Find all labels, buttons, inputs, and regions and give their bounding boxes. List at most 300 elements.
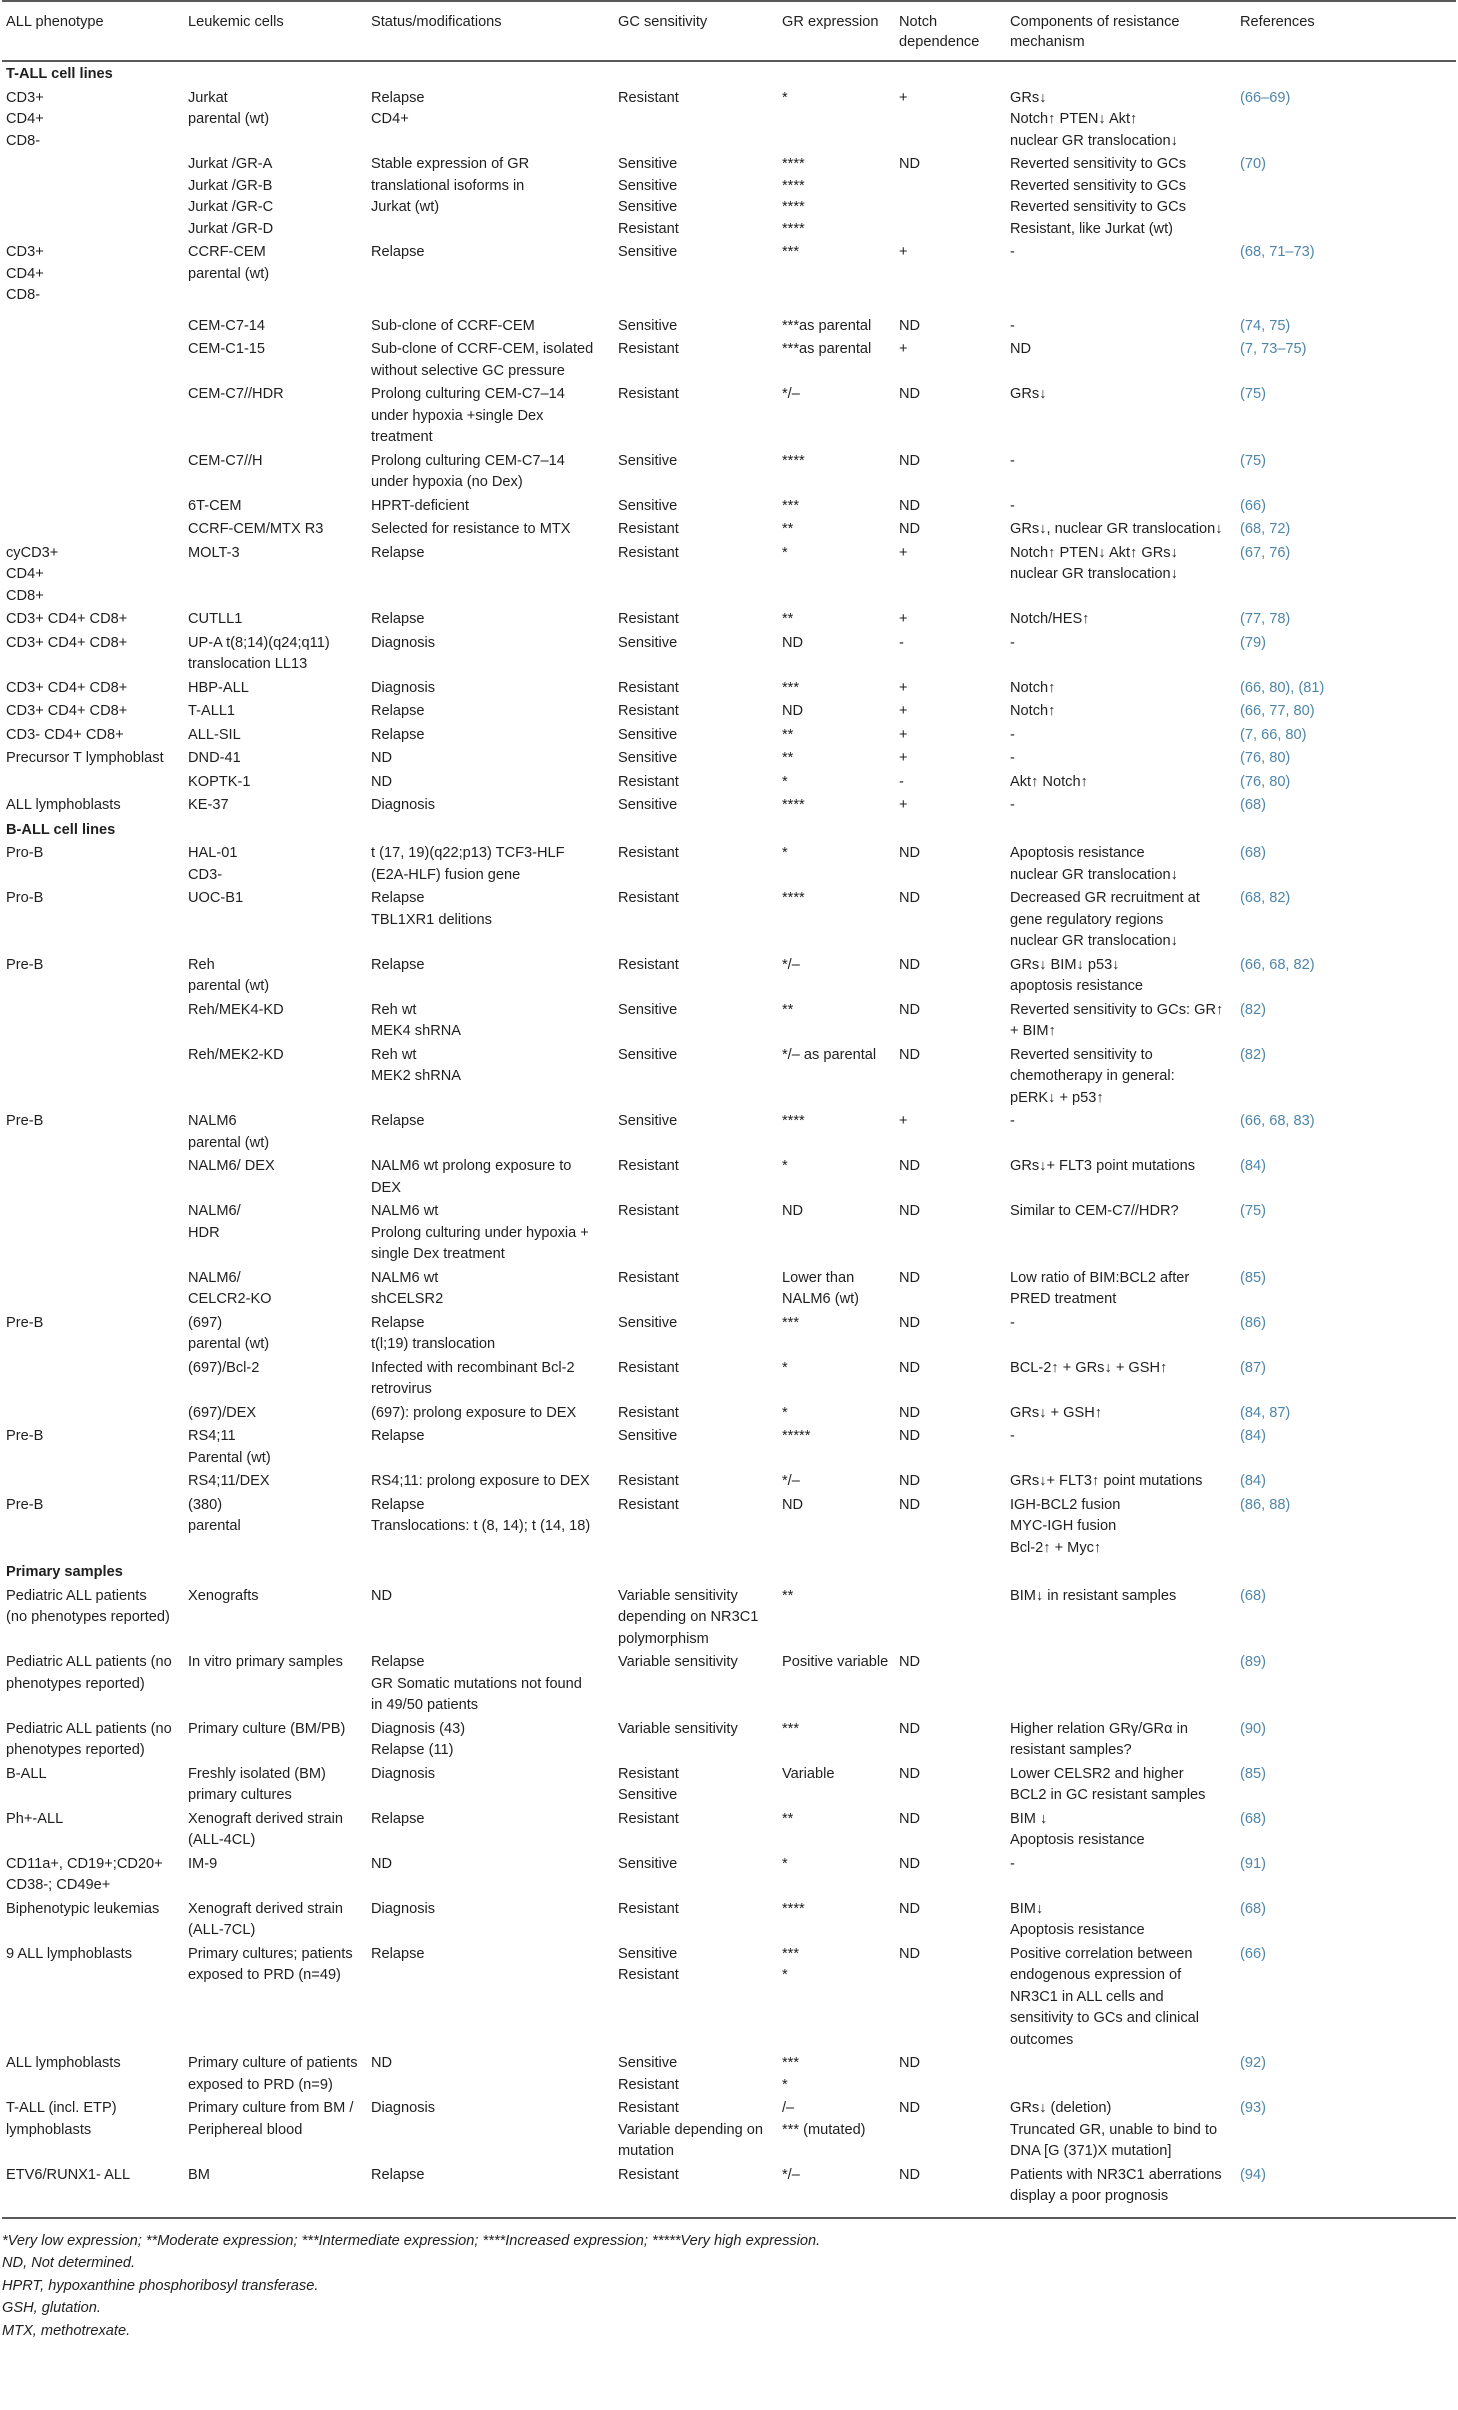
table-row (2, 1110, 1456, 1155)
cell-notch-dependence: + (899, 611, 908, 627)
cell-gr-expression: */– (782, 956, 800, 973)
cell-status: Sub-clone of CCRF-CEM, isolated without selective GC pressure (371, 341, 594, 379)
cell-resistance-mechanism: - (1010, 1855, 1015, 1872)
table-row (2, 632, 1456, 677)
cell-gr-expression: *** (782, 1720, 800, 1737)
cell-gc-sensitivity: Resistant (618, 1269, 679, 1286)
cell-gr-expression: */– (782, 386, 800, 402)
cell-resistance-mechanism: Reverted sensitivity to chemotherapy in general: pERK↓ + p53↑ (1010, 1046, 1175, 1106)
table-row (2, 542, 1456, 609)
cell-resistance-mechanism: GRs↓ (deletion) Truncated GR, unable to bind to DNA [G (371)X mutation] (1010, 2100, 1218, 2159)
cell-notch-dependence: ND (899, 1359, 921, 1376)
cell-resistance-mechanism: - (1010, 1428, 1015, 1444)
cell-notch-dependence: ND (899, 1203, 921, 1219)
column-header: Components of resistance mechanism (1006, 1, 1236, 61)
table-row (2, 2164, 1456, 2209)
table-row (2, 87, 1456, 154)
column-header: GC sensitivity (614, 1, 778, 61)
cell-gr-expression: /– *** (mutated) (782, 2100, 866, 2138)
cell-phenotype (2, 1155, 184, 1200)
cell-resistance-mechanism: - (1010, 1314, 1015, 1331)
cell-gr-expression: * (782, 1855, 788, 1872)
cell-resistance-mechanism: GRs↓ (1010, 386, 1047, 402)
cell-gr-expression: ***as parental (782, 317, 872, 334)
cell-gc-sensitivity: Resistant Sensitive (618, 1765, 679, 1803)
cell-notch-dependence: ND (899, 2100, 921, 2116)
cell-status: Diagnosis (43) Relapse (11) (371, 1720, 466, 1758)
cell-phenotype: CD3+ CD4+ CD8+ (6, 611, 128, 627)
table-row (2, 1808, 1456, 1853)
section-row (2, 1560, 1456, 1585)
cell-references: (79) (1240, 634, 1266, 651)
cell-status: Sub-clone of CCRF-CEM (371, 317, 535, 334)
cell-phenotype (2, 999, 184, 1044)
cell-gr-expression: ** (782, 521, 794, 537)
cell-status: Relapse (371, 2166, 425, 2183)
cell-gr-expression: ND (782, 703, 804, 719)
cell-notch-dependence: ND (899, 1314, 921, 1331)
cell-resistance-mechanism: Akt↑ Notch↑ (1010, 773, 1088, 790)
cell-notch-dependence: ND (899, 1855, 921, 1872)
cell-gr-expression: *** (782, 497, 800, 514)
cell-leukemic-cells: CEM-C7//HDR (188, 386, 284, 402)
cell-resistance-mechanism: - (1010, 1113, 1015, 1129)
cell-gc-sensitivity: Resistant (618, 956, 679, 973)
cell-status: NALM6 wt prolong exposure to DEX (371, 1158, 572, 1196)
cell-leukemic-cells: (697)/Bcl-2 (188, 1359, 260, 1376)
cell-phenotype: Pre-B (6, 1113, 44, 1129)
resistance-table (2, 0, 1456, 2209)
cell-resistance-mechanism: Decreased GR recruitment at gene regulatory regions nuclear GR translocation↓ (1010, 890, 1200, 949)
cell-leukemic-cells: Primary culture of patients exposed to PRD (n=9) (188, 2055, 358, 2093)
cell-resistance-mechanism (1006, 2052, 1236, 2097)
cell-leukemic-cells: NALM6/ CELCR2-KO (188, 1269, 272, 1307)
cell-resistance-mechanism: - (1010, 244, 1015, 260)
cell-leukemic-cells: UOC-B1 (188, 890, 244, 906)
cell-resistance-mechanism: - (1010, 317, 1015, 334)
cell-gc-sensitivity: Resistant (618, 773, 679, 790)
cell-gc-sensitivity: Sensitive (618, 1113, 678, 1129)
cell-resistance-mechanism: GRs↓+ FLT3 point mutations (1010, 1158, 1196, 1174)
cell-references: (87) (1240, 1359, 1266, 1376)
cell-references: (85) (1240, 1269, 1266, 1286)
cell-phenotype (2, 771, 184, 795)
cell-resistance-mechanism: - (1010, 750, 1015, 766)
cell-leukemic-cells: KE-37 (188, 797, 229, 813)
cell-references: (66) (1240, 497, 1266, 514)
cell-references: (82) (1240, 1046, 1266, 1063)
cell-gr-expression: ** (782, 750, 794, 766)
cell-phenotype (2, 1044, 184, 1111)
cell-gc-sensitivity: Sensitive (618, 1046, 678, 1063)
cell-leukemic-cells: CCRF-CEM/MTX R3 (188, 521, 324, 537)
cell-references: (91) (1240, 1855, 1266, 1872)
table-row (2, 2052, 1456, 2097)
cell-phenotype: Pediatric ALL patients (no phenotypes reported) (6, 1587, 170, 1625)
section-row (2, 818, 1456, 843)
cell-leukemic-cells: Jurkat parental (wt) (188, 89, 270, 127)
cell-notch-dependence: ND (899, 317, 921, 334)
cell-phenotype: Precursor T lymphoblast (6, 750, 164, 766)
cell-status: ND (371, 750, 393, 766)
cell-notch-dependence: + (899, 1113, 908, 1129)
cell-resistance-mechanism: Notch↑ (1010, 679, 1056, 696)
cell-resistance-mechanism: - (1010, 497, 1015, 514)
cell-phenotype: CD3- CD4+ CD8+ (6, 726, 124, 743)
table-row (2, 999, 1456, 1044)
cell-resistance-mechanism: GRs↓ Notch↑ PTEN↓ Akt↑ nuclear GR translocation↓ (1010, 89, 1178, 149)
cell-leukemic-cells: MOLT-3 (188, 544, 240, 561)
cell-notch-dependence: + (899, 797, 908, 813)
cell-gr-expression: *** * (782, 1945, 800, 1983)
cell-references: (68, 82) (1240, 890, 1291, 906)
table-row (2, 1312, 1456, 1357)
cell-resistance-mechanism: Low ratio of BIM:BCL2 after PRED treatment (1010, 1269, 1190, 1307)
column-header: GR expression (778, 1, 895, 61)
cell-notch-dependence: ND (899, 1158, 921, 1174)
cell-gc-sensitivity: Sensitive (618, 634, 678, 651)
cell-status: Prolong culturing CEM-C7–14 under hypoxia +single Dex treatment (371, 386, 565, 445)
cell-gr-expression: Variable (782, 1765, 835, 1782)
cell-gr-expression: ***** (782, 1428, 811, 1444)
cell-status: RS4;11: prolong exposure to DEX (371, 1473, 590, 1489)
table-row (2, 495, 1456, 519)
cell-phenotype (2, 153, 184, 241)
cell-resistance-mechanism: Notch/HES↑ (1010, 611, 1090, 627)
cell-gc-sensitivity: Resistant (618, 1203, 679, 1219)
cell-status: Relapse (371, 1428, 425, 1444)
cell-phenotype (2, 1267, 184, 1312)
cell-leukemic-cells: Jurkat /GR-A Jurkat /GR-B Jurkat /GR-C Jurkat /GR-D (188, 156, 274, 237)
cell-leukemic-cells: ALL-SIL (188, 726, 241, 743)
cell-notch-dependence: + (899, 750, 908, 766)
cell-gc-sensitivity: Sensitive (618, 1314, 678, 1331)
cell-notch-dependence: ND (899, 2166, 921, 2183)
cell-gc-sensitivity: Sensitive (618, 726, 678, 743)
cell-gr-expression: */– as parental (782, 1046, 877, 1063)
cell-references: (66, 68, 83) (1240, 1113, 1315, 1129)
cell-gr-expression: * (782, 1158, 788, 1174)
cell-phenotype: Pediatric ALL patients (no phenotypes reported) (6, 1720, 172, 1758)
cell-phenotype (2, 308, 184, 339)
table-row (2, 1200, 1456, 1267)
table-footnotes (2, 2217, 1456, 2342)
table-row (2, 887, 1456, 954)
cell-resistance-mechanism (1006, 1651, 1236, 1718)
cell-gc-sensitivity: Sensitive Resistant (618, 1945, 679, 1983)
cell-status: Relapse (371, 544, 425, 561)
cell-status: Reh wt MEK2 shRNA (371, 1046, 462, 1084)
table-row (2, 241, 1456, 308)
cell-gc-sensitivity: Resistant (618, 1473, 679, 1489)
cell-leukemic-cells: Primary cultures; patients exposed to PRD (n=49) (188, 1945, 353, 1983)
cell-status: Prolong culturing CEM-C7–14 under hypoxia (no Dex) (371, 452, 565, 490)
cell-status: Relapse (371, 703, 425, 719)
cell-leukemic-cells: CUTLL1 (188, 611, 243, 627)
table-row (2, 338, 1456, 383)
cell-resistance-mechanism: IGH-BCL2 fusion MYC-IGH fusion Bcl-2↑ + Myc↑ (1010, 1496, 1121, 1556)
cell-resistance-mechanism: - (1010, 726, 1015, 743)
cell-phenotype (2, 1402, 184, 1426)
cell-status: Diagnosis (371, 797, 436, 813)
cell-references: (93) (1240, 2100, 1266, 2116)
cell-notch-dependence: ND (899, 1404, 921, 1421)
cell-status: HPRT-deficient (371, 497, 469, 514)
column-header: ALL phenotype (2, 1, 184, 61)
cell-references: (68) (1240, 1587, 1266, 1604)
cell-references: (68) (1240, 797, 1266, 813)
table-row (2, 1357, 1456, 1402)
cell-leukemic-cells: HAL-01 CD3- (188, 845, 238, 883)
cell-leukemic-cells: (380) parental (188, 1496, 241, 1534)
cell-gc-sensitivity: Variable sensitivity (618, 1654, 738, 1670)
table-row (2, 1718, 1456, 1763)
cell-status: Relapse CD4+ (371, 89, 425, 127)
cell-phenotype: CD3+ CD4+ CD8- (6, 89, 44, 149)
cell-leukemic-cells: CCRF-CEM parental (wt) (188, 244, 270, 282)
cell-notch-dependence: ND (899, 1001, 921, 1018)
cell-gr-expression: ** (782, 1810, 794, 1827)
cell-references: (7, 73–75) (1240, 341, 1307, 357)
cell-phenotype (2, 383, 184, 450)
cell-gr-expression: *** (782, 244, 800, 260)
cell-gc-sensitivity: Resistant (618, 611, 679, 627)
cell-phenotype: Ph+-ALL (6, 1810, 64, 1827)
cell-references: (84) (1240, 1428, 1266, 1444)
cell-status: Diagnosis (371, 679, 436, 696)
cell-phenotype: Pre-B (6, 1314, 44, 1331)
cell-gr-expression: */– (782, 2166, 800, 2183)
table-row (2, 747, 1456, 771)
cell-leukemic-cells: Primary culture (BM/PB) (188, 1720, 346, 1737)
cell-gc-sensitivity: Sensitive Sensitive Sensitive Resistant (618, 156, 679, 237)
cell-references: (76, 80) (1240, 750, 1291, 766)
cell-leukemic-cells: CEM-C1-15 (188, 341, 266, 357)
cell-gc-sensitivity: Variable sensitivity (618, 1720, 738, 1737)
table-row (2, 1267, 1456, 1312)
cell-status: Relapse (371, 726, 425, 743)
cell-leukemic-cells: Reh/MEK2-KD (188, 1046, 284, 1063)
cell-gc-sensitivity: Sensitive (618, 750, 678, 766)
cell-gc-sensitivity: Resistant (618, 890, 679, 906)
cell-resistance-mechanism: BIM ↓ Apoptosis resistance (1010, 1810, 1145, 1848)
cell-resistance-mechanism: - (1010, 452, 1015, 469)
table-body (2, 61, 1456, 2209)
cell-gc-sensitivity: Resistant (618, 1496, 679, 1513)
cell-phenotype: 9 ALL lymphoblasts (6, 1945, 133, 1962)
cell-gc-sensitivity: Sensitive (618, 1855, 678, 1872)
cell-gr-expression: ** (782, 611, 794, 627)
cell-references: (7, 66, 80) (1240, 726, 1307, 743)
cell-resistance-mechanism: BIM↓ in resistant samples (1010, 1587, 1177, 1604)
table-row (2, 2097, 1456, 2164)
footnote: *Very low expression; **Moderate expression; ***Intermediate expression; ****Increased expression; *****Very high expression. (2, 2232, 821, 2249)
cell-notch-dependence: - (899, 773, 904, 790)
cell-references: (66) (1240, 1945, 1266, 1962)
cell-gr-expression: **** (782, 890, 805, 906)
table-page (2, 0, 1456, 2343)
cell-leukemic-cells: Reh/MEK4-KD (188, 1001, 284, 1018)
cell-resistance-mechanism: - (1010, 634, 1015, 651)
cell-phenotype: Pediatric ALL patients (no phenotypes reported) (6, 1654, 172, 1692)
cell-gc-sensitivity: Sensitive (618, 244, 678, 260)
cell-gr-expression: **** (782, 452, 805, 469)
cell-gr-expression: ***as parental (782, 341, 872, 357)
footnote: HPRT, hypoxanthine phosphoribosyl transferase. (2, 2277, 319, 2294)
cell-references: (84, 87) (1240, 1404, 1291, 1421)
cell-resistance-mechanism: Positive correlation between endogenous expression of NR3C1 in ALL cells and sensitivity to GCs and clinical outcomes (1010, 1945, 1199, 2048)
cell-notch-dependence: ND (899, 1720, 921, 1737)
section-row (2, 61, 1456, 87)
cell-references: (68, 72) (1240, 521, 1291, 537)
column-header: Leukemic cells (184, 1, 367, 61)
table-row (2, 842, 1456, 887)
table-row (2, 383, 1456, 450)
cell-resistance-mechanism: GRs↓, nuclear GR translocation↓ (1010, 521, 1223, 537)
cell-notch-dependence: + (899, 544, 908, 561)
cell-gc-sensitivity: Resistant (618, 1158, 679, 1174)
cell-phenotype (2, 1470, 184, 1494)
table-row (2, 1044, 1456, 1111)
cell-phenotype (2, 495, 184, 519)
cell-phenotype: T-ALL (incl. ETP) lymphoblasts (6, 2100, 117, 2138)
cell-gr-expression: ** (782, 1587, 794, 1604)
cell-status: NALM6 wt Prolong culturing under hypoxia + single Dex treatment (371, 1203, 589, 1262)
cell-gr-expression: * (782, 89, 788, 106)
cell-status: Relapse (371, 1945, 425, 1962)
cell-references: (68) (1240, 845, 1266, 861)
cell-resistance-mechanism: Higher relation GRγ/GRα in resistant samples? (1010, 1720, 1188, 1758)
table-row (2, 1853, 1456, 1898)
cell-leukemic-cells: Reh parental (wt) (188, 956, 270, 994)
cell-resistance-mechanism: - (1010, 797, 1015, 813)
cell-references: (66, 80), (81) (1240, 679, 1325, 696)
cell-gr-expression: ND (782, 634, 804, 651)
cell-leukemic-cells: 6T-CEM (188, 497, 242, 514)
cell-leukemic-cells: Xenograft derived strain (ALL-7CL) (188, 1900, 343, 1938)
table-row (2, 700, 1456, 724)
table-row (2, 1425, 1456, 1470)
cell-notch-dependence: ND (899, 1810, 921, 1827)
footnote: MTX, methotrexate. (2, 2322, 131, 2339)
cell-gr-expression: **** (782, 1900, 805, 1917)
cell-references: (68) (1240, 1900, 1266, 1917)
cell-status: Relapse (371, 1113, 425, 1129)
cell-status: ND (371, 2055, 393, 2071)
cell-status: Relapse (371, 1810, 425, 1827)
table-row (2, 724, 1456, 748)
cell-status: Diagnosis (371, 1900, 436, 1917)
header-row (2, 1, 1456, 61)
cell-references: (85) (1240, 1765, 1266, 1782)
cell-resistance-mechanism: Lower CELSR2 and higher BCL2 in GC resistant samples (1010, 1765, 1206, 1803)
cell-notch-dependence: ND (899, 890, 921, 906)
table-row (2, 608, 1456, 632)
cell-gc-sensitivity: Sensitive (618, 317, 678, 334)
cell-phenotype: ETV6/RUNX1- ALL (6, 2166, 131, 2183)
cell-leukemic-cells: UP-A t(8;14)(q24;q11) translocation LL13 (188, 634, 330, 672)
cell-notch-dependence: ND (899, 2055, 921, 2071)
cell-phenotype: Pre-B (6, 1496, 44, 1513)
cell-leukemic-cells: IM-9 (188, 1855, 218, 1872)
table-row (2, 1155, 1456, 1200)
cell-phenotype (2, 518, 184, 542)
cell-phenotype: Biphenotypic leukemias (6, 1900, 160, 1917)
cell-gc-sensitivity: Sensitive Resistant (618, 2055, 679, 2093)
table-row (2, 308, 1456, 339)
cell-resistance-mechanism: Reverted sensitivity to GCs: GR↑ + BIM↑ (1010, 1001, 1224, 1039)
cell-leukemic-cells: RS4;11 Parental (wt) (188, 1428, 271, 1466)
cell-phenotype: cyCD3+ CD4+ CD8+ (6, 544, 59, 604)
cell-gc-sensitivity: Sensitive (618, 797, 678, 813)
cell-phenotype: Pre-B (6, 956, 44, 973)
cell-resistance-mechanism: Apoptosis resistance nuclear GR translocation↓ (1010, 845, 1178, 883)
cell-notch-dependence: ND (899, 497, 921, 514)
cell-gc-sensitivity: Resistant (618, 1810, 679, 1827)
cell-gc-sensitivity: Resistant (618, 521, 679, 537)
cell-resistance-mechanism: BCL-2↑ + GRs↓ + GSH↑ (1010, 1359, 1168, 1376)
cell-gc-sensitivity: Sensitive (618, 452, 678, 469)
cell-notch-dependence: ND (899, 1654, 921, 1670)
cell-gr-expression: *** (782, 679, 800, 696)
cell-status: Relapse GR Somatic mutations not found in 49/50 patients (371, 1654, 582, 1713)
cell-leukemic-cells: Freshly isolated (BM) primary cultures (188, 1765, 326, 1803)
cell-references: (86) (1240, 1314, 1266, 1331)
cell-notch-dependence: + (899, 679, 908, 696)
cell-phenotype (2, 1357, 184, 1402)
cell-gr-expression: *** * (782, 2055, 800, 2093)
cell-leukemic-cells: In vitro primary samples (188, 1654, 343, 1670)
cell-notch-dependence: ND (899, 1900, 921, 1917)
cell-status: Relapse Translocations: t (8, 14); t (14, 18) (371, 1496, 591, 1534)
cell-phenotype: ALL lymphoblasts (6, 797, 121, 813)
cell-notch-dependence: + (899, 341, 908, 357)
cell-status: Relapse (371, 956, 425, 973)
cell-leukemic-cells: RS4;11/DEX (188, 1473, 270, 1489)
table-row (2, 1763, 1456, 1808)
cell-phenotype: Pro-B (6, 890, 44, 906)
cell-status: t (17, 19)(q22;p13) TCF3-HLF (E2A-HLF) fusion gene (371, 845, 565, 883)
cell-notch-dependence: ND (899, 1269, 921, 1286)
cell-gr-expression: **** **** **** **** (782, 156, 805, 237)
cell-notch-dependence: ND (899, 1496, 921, 1513)
cell-references: (66, 77, 80) (1240, 703, 1315, 719)
cell-gr-expression: Lower than NALM6 (wt) (782, 1269, 860, 1307)
cell-references: (86, 88) (1240, 1496, 1291, 1513)
cell-status: Selected for resistance to MTX (371, 521, 571, 537)
cell-references: (68, 71–73) (1240, 244, 1315, 260)
cell-gr-expression: * (782, 544, 788, 561)
cell-gc-sensitivity: Resistant (618, 703, 679, 719)
cell-leukemic-cells: NALM6/ HDR (188, 1203, 241, 1241)
cell-status: Relapse (371, 611, 425, 627)
table-row (2, 153, 1456, 241)
cell-resistance-mechanism: Notch↑ PTEN↓ Akt↑ GRs↓ nuclear GR translocation↓ (1010, 544, 1178, 582)
section-title: B-ALL cell lines (6, 821, 116, 838)
cell-leukemic-cells: CEM-C7-14 (188, 317, 266, 334)
table-row (2, 954, 1456, 999)
cell-gc-sensitivity: Resistant (618, 845, 679, 861)
cell-status: Relapse t(l;19) translocation (371, 1314, 496, 1352)
cell-gc-sensitivity: Resistant Variable depending on mutation (618, 2100, 763, 2159)
cell-leukemic-cells: T-ALL1 (188, 703, 236, 719)
cell-phenotype: CD3+ CD4+ CD8+ (6, 679, 128, 696)
cell-gc-sensitivity: Resistant (618, 1404, 679, 1421)
cell-status: ND (371, 1587, 393, 1604)
column-header: Status/modifications (367, 1, 614, 61)
cell-notch-dependence: ND (899, 1473, 921, 1489)
cell-leukemic-cells: (697) parental (wt) (188, 1314, 270, 1352)
